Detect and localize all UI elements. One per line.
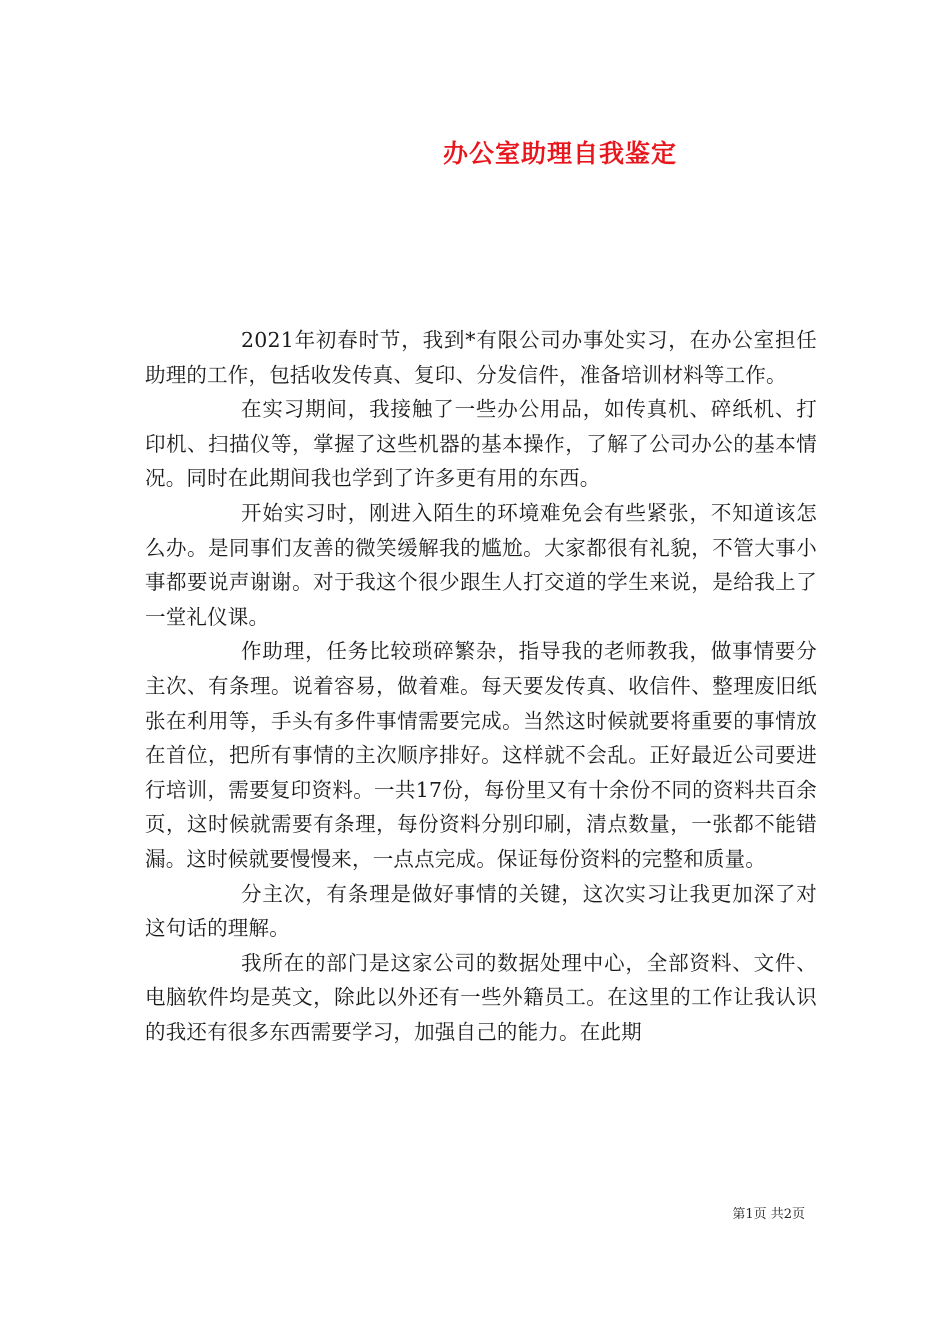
- paragraph: 分主次，有条理是做好事情的关键，这次实习让我更加深了对这句话的理解。: [145, 881, 817, 941]
- paragraph: 作助理，任务比较琐碎繁杂，指导我的老师教我，做事情要分主次、有条理。说着容易，做着难。每天要发传真、收信件、整理废旧纸张在利用等，手头有多件事情需要完成。当然这时候就要将重要的事情放在首位，把所有事情的主次顺序排好。这样就不会乱。正好最近公司要进行培训，需要复印资料。一共17份，每份里又有十余份不同的资料共百余页，这时候就需要有条理，每份资料分别印刷，清点数量，一张都不能错漏。这时候就要慢慢来，一点点完成。保证每份资料的完整和质量。: [145, 639, 817, 871]
- paragraph: 我所在的部门是这家公司的数据处理中心，全部资料、文件、电脑软件均是英文，除此以外还有一些外籍员工。在这里的工作让我认识的我还有很多东西需要学习，加强自己的能力。在此期: [145, 950, 817, 1044]
- page-number-footer: 第1页 共2页: [732, 1207, 805, 1222]
- page-title: 办公室助理自我鉴定: [442, 139, 677, 168]
- document-body: [145, 323, 817, 1049]
- paragraph: 2021年初春时节，我到*有限公司办事处实习，在办公室担任助理的工作，包括收发传真、复印、分发信件，准备培训材料等工作。: [145, 328, 817, 387]
- paragraph: 在实习期间，我接触了一些办公用品，如传真机、碎纸机、打印机、扫描仪等，掌握了这些机器的基本操作，了解了公司办公的基本情况。同时在此期间我也学到了许多更有用的东西。: [145, 397, 817, 491]
- paragraph: 开始实习时，刚进入陌生的环境难免会有些紧张，不知道该怎么办。是同事们友善的微笑缓解我的尴尬。大家都很有礼貌，不管大事小事都要说声谢谢。对于我这个很少跟生人打交道的学生来说，是给我上了一堂礼仪课。: [145, 500, 817, 629]
